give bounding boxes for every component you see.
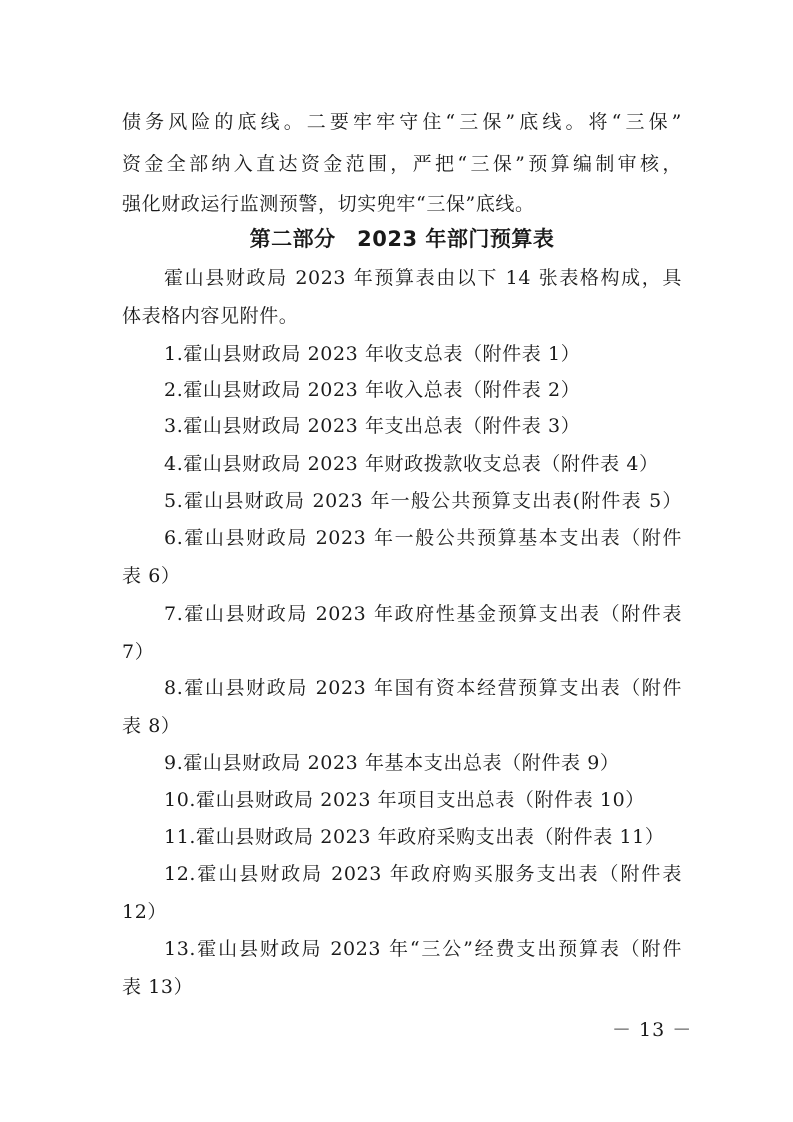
list-item-8-line-2: 表 8） xyxy=(122,715,181,737)
list-item-10: 10.霍山县财政局 2023 年项目支出总表（附件表 10） xyxy=(164,789,645,811)
intro-line-2: 资金全部纳入直达资金范围，严把“三保”预算编制审核， xyxy=(122,153,682,175)
list-item-13-line-1: 13.霍山县财政局 2023 年“三公”经费支出预算表（附件 xyxy=(164,938,682,960)
list-item-3: 3.霍山县财政局 2023 年支出总表（附件表 3） xyxy=(164,415,581,437)
list-item-9: 9.霍山县财政局 2023 年基本支出总表（附件表 9） xyxy=(164,752,620,774)
section-heading: 第二部分 2023 年部门预算表 xyxy=(249,227,555,251)
list-item-4: 4.霍山县财政局 2023 年财政拨款收支总表（附件表 4） xyxy=(164,453,659,475)
list-item-8-line-1: 8.霍山县财政局 2023 年国有资本经营预算支出表（附件 xyxy=(164,677,682,699)
list-item-2: 2.霍山县财政局 2023 年收入总表（附件表 2） xyxy=(164,379,581,401)
list-item-6-line-1: 6.霍山县财政局 2023 年一般公共预算基本支出表（附件 xyxy=(164,527,682,549)
list-item-12-line-1: 12.霍山县财政局 2023 年政府购买服务支出表（附件表 xyxy=(164,863,682,885)
list-item-7-line-2: 7） xyxy=(122,641,155,663)
list-item-11: 11.霍山县财政局 2023 年政府采购支出表（附件表 11） xyxy=(164,826,665,848)
page-number: － 13 － xyxy=(612,1019,693,1041)
list-item-7-line-1: 7.霍山县财政局 2023 年政府性基金预算支出表（附件表 xyxy=(164,603,682,625)
summary-line-2: 体表格内容见附件。 xyxy=(122,305,299,327)
list-item-12-line-2: 12） xyxy=(122,901,167,923)
list-item-1: 1.霍山县财政局 2023 年收支总表（附件表 1） xyxy=(164,343,581,365)
intro-line-1: 债务风险的底线。二要牢牢守住“三保”底线。将“三保” xyxy=(122,111,682,133)
list-item-13-line-2: 表 13） xyxy=(122,976,194,998)
summary-line-1: 霍山县财政局 2023 年预算表由以下 14 张表格构成，具 xyxy=(164,267,682,289)
list-item-6-line-2: 表 6） xyxy=(122,565,181,587)
intro-line-3: 强化财政运行监测预警，切实兜牢“三保”底线。 xyxy=(122,193,535,215)
list-item-5: 5.霍山县财政局 2023 年一般公共预算支出表(附件表 5） xyxy=(164,490,682,512)
